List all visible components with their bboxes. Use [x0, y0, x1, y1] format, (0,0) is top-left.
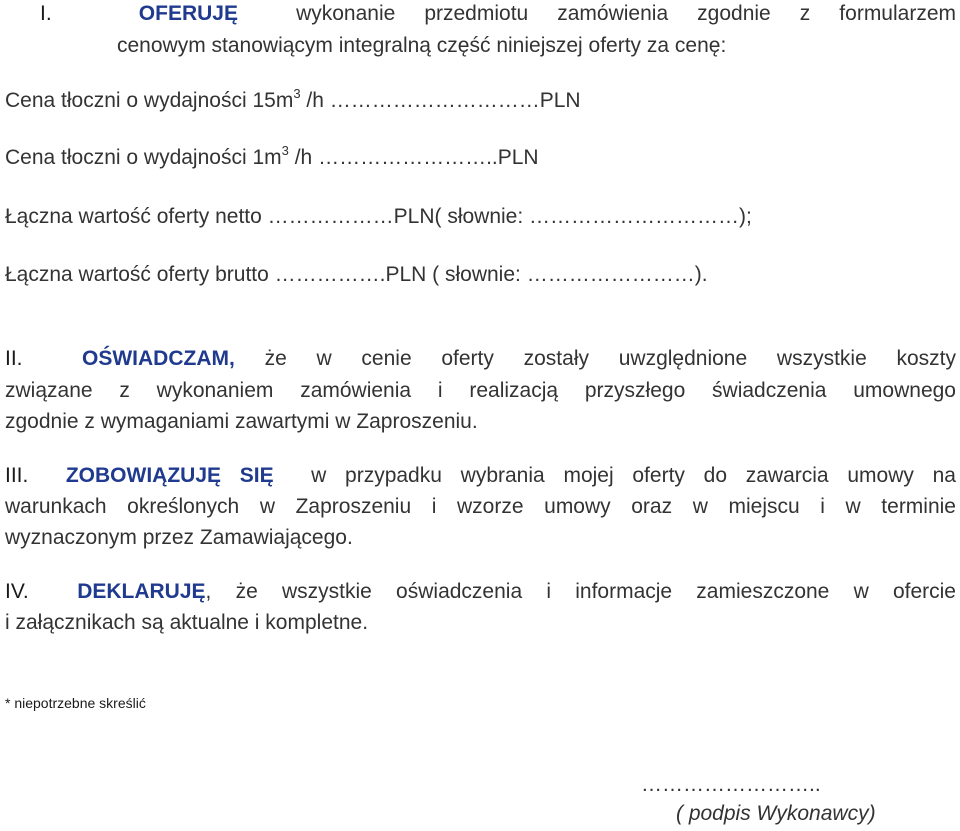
section-1-line-1 [40, 2, 956, 26]
section-1-text: wykonanie przedmiotu zamówienia zgodnie z formularzem [296, 2, 956, 25]
total-gross-currency: .PLN ( słownie: [379, 263, 527, 286]
price-label: Cena tłoczni o wydajności 15m [5, 89, 294, 112]
section-2-keyword: OŚWIADCZAM, [82, 347, 235, 370]
section-2-text-2: związane z wykonaniem zamówienia i realizacją przyszłego świadczenia umownego [5, 379, 956, 402]
section-2-line-1 [5, 347, 956, 371]
section-1-keyword: OFERUJĘ [138, 2, 238, 25]
price-label: Cena tłoczni o wydajności 1m [5, 146, 282, 169]
section-3-line-2 [5, 495, 956, 519]
total-net-line [5, 205, 752, 229]
currency: .PLN [491, 146, 539, 169]
fill-dots: ………………………… [329, 89, 540, 112]
footnote: * niepotrzebne skreślić [5, 695, 146, 711]
total-net-end: ); [739, 205, 752, 228]
fill-dots: …………… [274, 263, 380, 286]
section-1-numeral: I. [40, 2, 52, 25]
signature-label: ( podpis Wykonawcy) [676, 802, 876, 825]
fill-dots: ……………………. [318, 146, 492, 169]
fill-dots: ………………………… [529, 205, 740, 228]
section-4-line-2: i załącznikach są aktualne i kompletne. [5, 611, 369, 634]
section-4-line-1 [5, 580, 956, 604]
total-gross-line [5, 263, 708, 287]
section-4-keyword: DEKLARUJĘ [77, 580, 206, 603]
section-2-numeral: II. [5, 347, 23, 370]
unit: /h [288, 146, 319, 169]
price-line-15m3 [5, 86, 581, 113]
fill-dots: …………………… [526, 263, 695, 286]
fill-dots: ……………… [267, 205, 394, 228]
section-3-text-2: warunkach określonych w Zaproszeniu i wzorze umowy oraz w miejscu i w terminie [5, 495, 956, 518]
superscript: 3 [293, 86, 301, 101]
section-2-text: że w cenie oferty zostały uwzględnione wszystkie koszty [264, 347, 957, 370]
total-gross-label: Łączna wartość oferty brutto [5, 263, 275, 286]
section-3-keyword: ZOBOWIĄZUJĘ SIĘ [65, 464, 274, 487]
section-3-text: w przypadku wybrania mojej oferty do zawarcia umowy na [311, 464, 956, 487]
superscript: 3 [281, 143, 289, 158]
section-3-line-3: wyznaczonym przez Zamawiającego. [5, 526, 353, 549]
signature-dots: …………………….. [641, 773, 821, 796]
section-3-numeral: III. [5, 464, 29, 487]
total-net-label: Łączna wartość oferty netto [5, 205, 268, 228]
section-4-text: , że wszystkie oświadczenia i informacje zamieszczone w ofercie [205, 580, 956, 603]
section-2-line-3: zgodnie z wymaganiami zawartymi w Zaproszeniu. [5, 410, 478, 433]
section-1-line-2: cenowym stanowiącym integralną część niniejszej oferty za cenę: [117, 34, 727, 57]
total-net-currency: PLN( słownie: [393, 205, 530, 228]
section-3-line-1 [5, 464, 956, 488]
unit: /h [300, 89, 330, 112]
total-gross-end: ). [694, 263, 708, 286]
currency: PLN [539, 89, 581, 112]
section-4-numeral: IV. [5, 580, 29, 603]
section-2-line-2 [5, 379, 956, 403]
price-line-1m3 [5, 143, 539, 170]
